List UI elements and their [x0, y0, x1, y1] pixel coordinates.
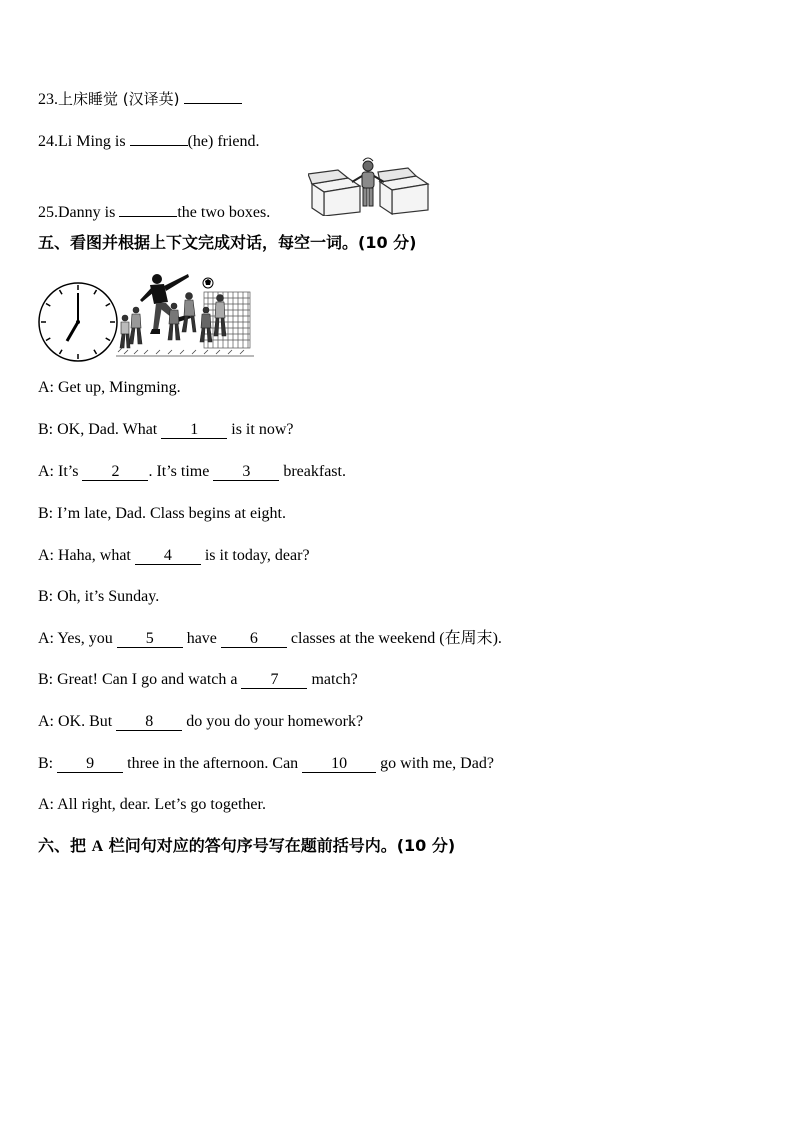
heading-text: A: [91, 838, 104, 855]
answer-blank[interactable]: [184, 88, 242, 104]
question-text-end: (he) friend.: [187, 133, 260, 150]
answer-blank[interactable]: [130, 130, 188, 146]
blank-5[interactable]: 5: [117, 630, 183, 648]
blank-9[interactable]: 9: [57, 755, 123, 773]
dialogue-text: A: It’s: [38, 463, 83, 480]
dialogue-text: is it today, dear?: [200, 547, 310, 564]
dialogue-line-6: B: Oh, it’s Sunday.: [38, 588, 160, 605]
dialogue-text: classes at the weekend (在周末).: [286, 630, 502, 647]
section-6-heading: [38, 836, 455, 857]
blank-4[interactable]: 4: [135, 547, 201, 565]
dialogue-text: A: OK. But: [38, 713, 117, 730]
dialogue-text: go with me, Dad?: [376, 755, 494, 772]
dialogue-line-7: [38, 629, 502, 649]
question-24: [38, 130, 260, 152]
dialogue-line-5: [38, 546, 310, 566]
answer-blank[interactable]: [119, 201, 177, 217]
question-text: Danny is: [58, 204, 120, 221]
heading-text: 栏问句对应的答句序号写在题前括号内。(10 分): [103, 836, 456, 855]
dialogue-text: three in the afternoon. Can: [123, 755, 303, 772]
blank-2[interactable]: 2: [82, 463, 148, 481]
dialogue-text: do you do your homework?: [182, 713, 364, 730]
section-5-heading: 五、看图并根据上下文完成对话，每空一词。(10 分): [38, 233, 417, 252]
clock-icon: [37, 281, 119, 363]
question-25: [38, 201, 270, 223]
blank-3[interactable]: 3: [213, 463, 279, 481]
dialogue-line-4: B: I’m late, Dad. Class begins at eight.: [38, 505, 286, 522]
dialogue-text: A: Yes, you: [38, 630, 117, 647]
dialogue-text: B: Great! Can I go and watch a: [38, 671, 242, 688]
dialogue-text: have: [182, 630, 221, 647]
dialogue-line-9: [38, 712, 363, 732]
dialogue-text: B:: [38, 755, 58, 772]
question-number: 24.: [38, 133, 58, 150]
football-match-illustration: [116, 270, 254, 360]
dialogue-text: is it now?: [227, 421, 294, 438]
dialogue-line-10: [38, 754, 494, 774]
dialogue-line-11: A: All right, dear. Let’s go together.: [38, 796, 266, 813]
question-number: 25.: [38, 204, 58, 221]
question-prompt: 上床睡觉 (汉译英): [58, 90, 185, 108]
heading-text: 六、把: [38, 836, 92, 855]
dialogue-line-2: [38, 420, 293, 440]
dialogue-text: match?: [307, 671, 358, 688]
blank-1[interactable]: 1: [161, 421, 227, 439]
boxes-illustration: [308, 156, 433, 216]
blank-6[interactable]: 6: [221, 630, 287, 648]
blank-8[interactable]: 8: [116, 713, 182, 731]
dialogue-text: breakfast.: [279, 463, 346, 480]
question-text: Li Ming is: [58, 133, 130, 150]
dialogue-text: B: OK, Dad. What: [38, 421, 162, 438]
question-text-end: the two boxes.: [177, 204, 271, 221]
blank-7[interactable]: 7: [241, 671, 307, 689]
question-23: [38, 88, 242, 110]
blank-10[interactable]: 10: [302, 755, 376, 773]
dialogue-line-3: [38, 462, 346, 482]
question-number: 23.: [38, 91, 58, 108]
dialogue-text: A: Haha, what: [38, 547, 135, 564]
dialogue-text: . It’s time: [148, 463, 214, 480]
dialogue-line-1: A: Get up, Mingming.: [38, 379, 181, 396]
dialogue-line-8: [38, 670, 358, 690]
